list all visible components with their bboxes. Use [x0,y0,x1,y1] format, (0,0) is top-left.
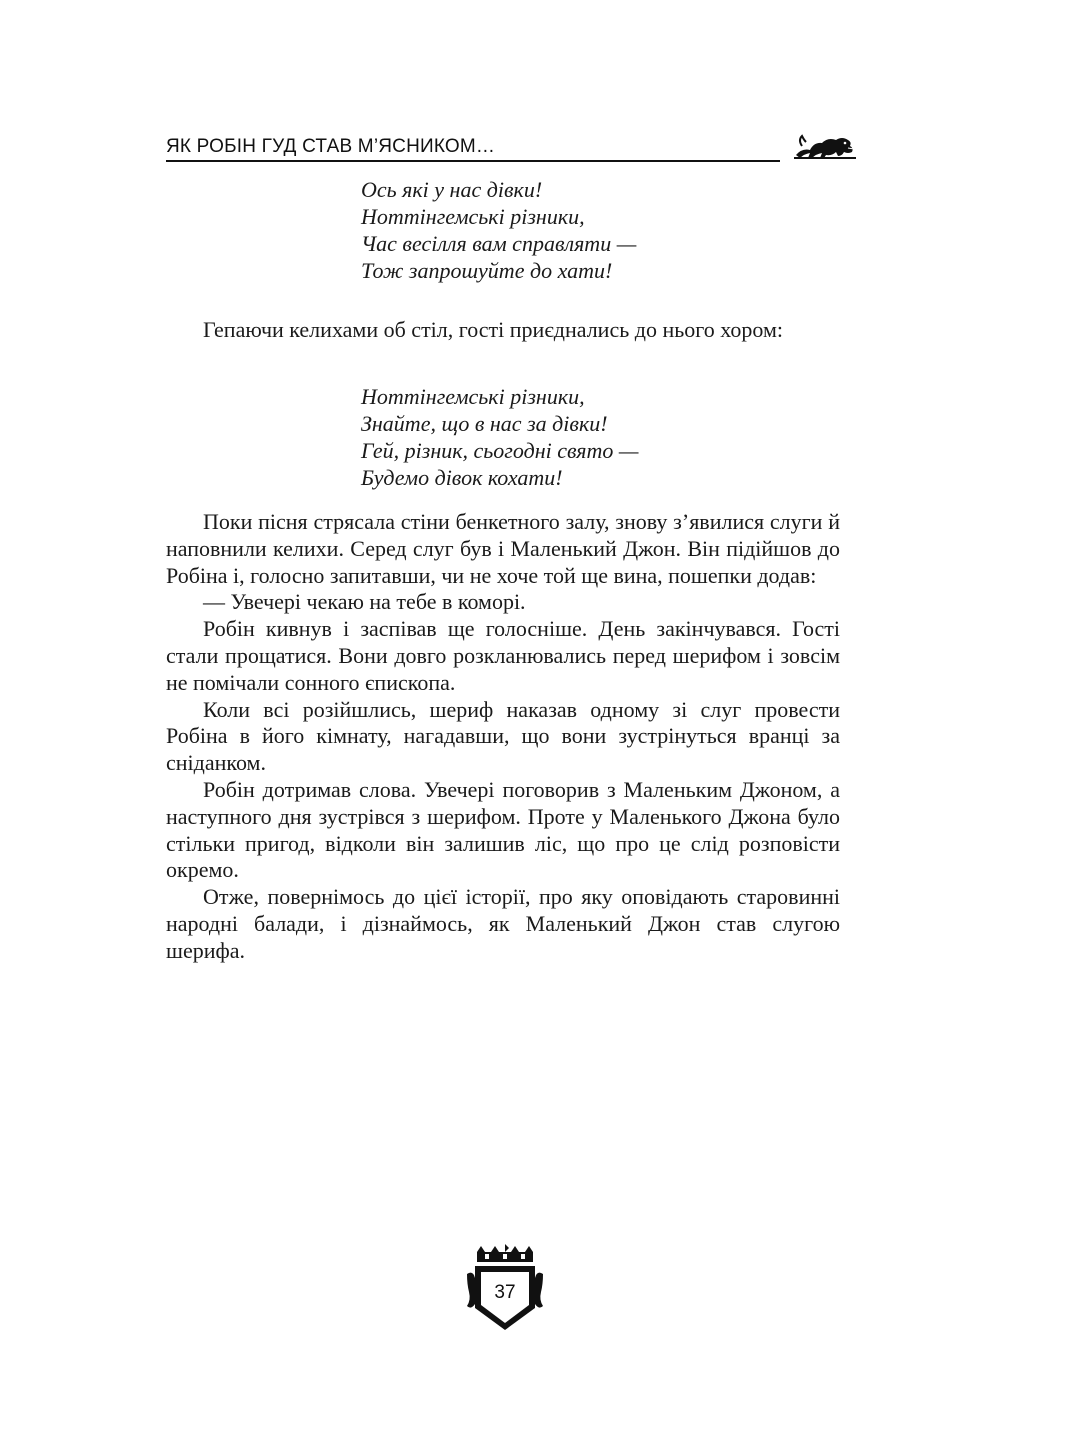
paragraph: Поки пісня стрясала стіни бенкетного залу, знову з’явилися слуги й наповнили келихи. Серед слуг був і Маленький Джон. Він підійшов до Робіна і, голосно запитавши, чи не хоче той ще вина, пошепки додав: [166,509,840,588]
poem-line: Тож запрошуйте до хати! [361,258,613,283]
body-text [166,509,840,965]
running-head [166,134,858,168]
poem-line: Ноттінгемські різники, [361,384,585,409]
poem-line: Знайте, що в нас за дівки! [361,411,608,436]
poem-stanza-1 [361,176,636,284]
poem-line: Гей, різник, сьогодні свято — [361,438,639,463]
paragraph-dialogue: — Увечері чекаю на тебе в коморі. [203,589,526,615]
paragraph: Робін дотримав слова. Увечері поговорив з Маленьким Джоном, а наступного дня зустрівся з шерифом. Проте у Маленького Джона було стільки пригод, відколи він залишив ліс, що про це слід розповісти окремо. [166,776,840,883]
paragraph-chorus-intro [166,317,840,344]
page-number: 37 [494,1282,516,1303]
running-head-rule [166,160,780,162]
lion-icon [792,128,858,162]
running-head-title: ЯК РОБІН ГУД СТАВ М’ЯСНИКОМ… [166,136,496,157]
poem-stanza-2 [361,383,638,491]
paragraph: Коли всі розійшлись, шериф наказав одному зі слуг провести Робіна в його кімнату, нагадавши, що вони зустрінуться вранці за сніданком. [166,696,840,776]
paragraph: Отже, повернімось до цієї історії, про яку оповідають старовинні народні балади, і дізнаймось, як Маленький Джон став слугою шерифа. [166,884,840,963]
poem-line: Ось які у нас дівки! [361,177,543,202]
poem-line: Будемо дівок кохати! [361,465,563,490]
paragraph: Робін кивнув і заспівав ще голосніше. День закінчувався. Гості стали прощатися. Вони довго розкланювались перед шерифом і зовсім не помічали сонного єпископа. [166,616,840,695]
paragraph: Гепаючи келихами об стіл, гості приєднались до нього хором: [203,317,784,342]
poem-line: Час весілля вам справляти — [361,231,637,256]
poem-line: Ноттінгемські різники, [361,204,585,229]
page-number-badge [465,1244,545,1334]
